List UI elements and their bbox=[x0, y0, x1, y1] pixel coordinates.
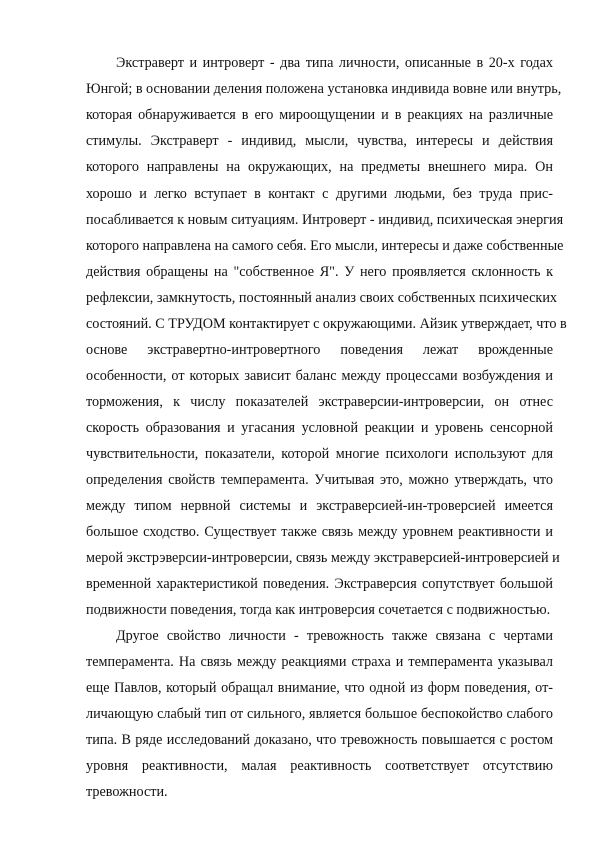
text-line: личающую слабый тип от сильного, является большое беспокойство слабого bbox=[86, 706, 553, 722]
text-line: посабливается к новым ситуациям. Интроверт - индивид, психическая энергия bbox=[86, 212, 564, 228]
text-line: Другое свойство личности - тревожность также связана с чертами bbox=[116, 628, 553, 644]
text-line: мерой экстрэверсии-интроверсии, связь между экстраверсией-интроверсией и bbox=[86, 550, 560, 566]
text-line: основе экстравертно-интровертного поведения лежат врожденные bbox=[86, 342, 553, 358]
text-line: торможения, к числу показателей экстраверсии-интроверсии, он отнес bbox=[86, 394, 553, 410]
text-line: еще Павлов, который обращал внимание, что одной из форм поведения, от- bbox=[86, 680, 553, 696]
text-line: подвижности поведения, тогда как интроверсия сочетается с подвижностью. bbox=[86, 602, 551, 618]
text-line: особенности, от которых зависит баланс между процессами возбуждения и bbox=[86, 368, 553, 384]
text-line: между типом нервной системы и экстраверсией-ин-троверсией имеется bbox=[86, 498, 553, 514]
text-line: скорость образования и угасания условной реакции и уровень сенсорной bbox=[86, 420, 553, 436]
text-line: стимулы. Экстраверт - индивид, мысли, чувства, интересы и действия bbox=[86, 133, 553, 149]
text-line: тревожности. bbox=[86, 784, 168, 800]
text-line: определения свойств темперамента. Учитывая это, можно утверждать, что bbox=[86, 472, 553, 488]
text-line: Экстраверт и интроверт - два типа личности, описанные в 20-х годах bbox=[116, 55, 553, 71]
text-line: большое сходство. Существует также связь между уровнем реактивности и bbox=[86, 524, 553, 540]
text-line: состояний. С ТРУДОМ контактирует с окружающими. Айзик утверждает, что в bbox=[86, 316, 567, 332]
text-line: чувствительности, показатели, которой многие психологи используют для bbox=[86, 446, 553, 462]
text-line: темперамента. На связь между реакциями страха и темперамента указывал bbox=[86, 654, 553, 670]
text-line: уровня реактивности, малая реактивность соответствует отсутствию bbox=[86, 758, 553, 774]
text-line: которого направлена на самого себя. Его мысли, интересы и даже собственные bbox=[86, 238, 564, 254]
text-line: рефлексии, замкнутость, постоянный анализ своих собственных психических bbox=[86, 290, 557, 306]
text-line: действия обращены на "собственное Я". У него проявляется склонность к bbox=[86, 264, 553, 280]
text-line: временной характеристикой поведения. Экстраверсия сопутствует большой bbox=[86, 576, 553, 592]
text-line: типа. В ряде исследований доказано, что тревожность повышается с ростом bbox=[86, 732, 553, 748]
text-line: которого направлены на окружающих, на предметы внешнего мира. Он bbox=[86, 159, 553, 175]
text-line: хорошо и легко вступает в контакт с другими людьми, без труда прис- bbox=[86, 186, 553, 202]
text-line: которая обнаруживается в его мироощущении и в реакциях на различные bbox=[86, 107, 553, 123]
text-line: Юнгой; в основании деления положена установка индивида вовне или внутрь, bbox=[86, 81, 562, 97]
